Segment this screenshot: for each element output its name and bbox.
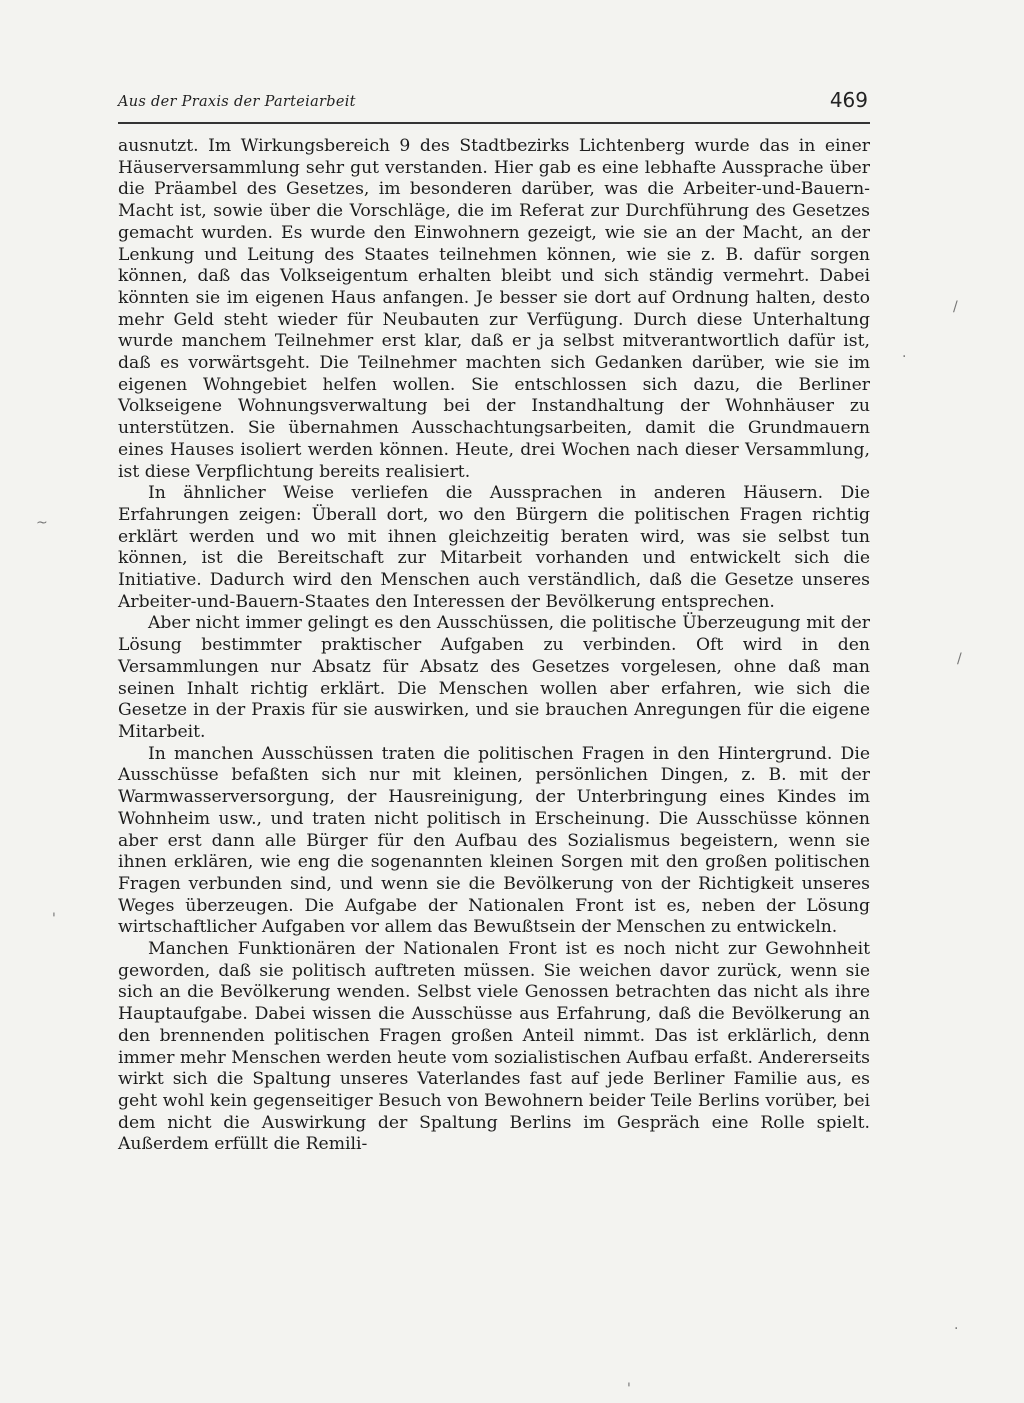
page-number: 469	[829, 88, 868, 112]
scan-speck: ~	[36, 515, 48, 531]
paragraph-2: In ähnlicher Weise verliefen die Aussprachen in anderen Häusern. Die Erfahrungen zeigen: Überall dort, wo den Bürgern die politischen Fragen richtig erklärt werden und wo mit ihnen gleichzeitig beraten wird, was sie selbst tun können, ist die Bereitschaft zur Mitarbeit vorhanden und entwickelt sich die Initiative. Dadurch wird den Menschen auch verständlich, daß die Gesetze unseres Arbeiter-und-Bauern-Staates den Interessen der Bevölkerung entsprechen.	[118, 483, 870, 612]
paragraph-5: Manchen Funktionären der Nationalen Front ist es noch nicht zur Gewohnheit geworden, daß sie politisch auftreten müssen. Sie weichen davor zurück, wenn sie sich an die Bevölkerung wenden. Selbst viele Genossen betrachten das nicht als ihre Hauptaufgabe. Dabei wissen die Ausschüsse aus Erfahrung, daß die Bevölkerung an den brennenden politischen Fragen großen Anteil nimmt. Das ist erklärlich, denn immer mehr Menschen werden heute vom sozialistischen Aufbau erfaßt. Andererseits wirkt sich die Spaltung unseres Vaterlandes fast auf jede Berliner Familie aus, es geht wohl kein gegenseitiger Besuch von Bewohnern beider Teile Berlins vorüber, bei dem nicht die Auswirkung der Spaltung Berlins im Gespräch eine Rolle spielt. Außerdem erfüllt die Remili-	[118, 939, 870, 1155]
body-text	[118, 136, 870, 1156]
scan-speck: '	[52, 911, 56, 927]
paragraph-4: In manchen Ausschüssen traten die politischen Fragen in den Hintergrund. Die Ausschüsse befaßten sich nur mit kleinen, persönlichen Dingen, z. B. mit der Warmwasserversorgung, der Hausreinigung, der Unterbringung eines Kindes im Wohnheim usw., und traten nicht politisch in Erscheinung. Die Ausschüsse können aber erst dann alle Bürger für den Aufbau des Sozialismus begeistern, wenn sie ihnen erklären, wie eng die sogenannten kleinen Sorgen mit den großen politischen Fragen verbunden sind, und wenn sie die Bevölkerung von der Richtigkeit unseres Weges überzeugen. Die Aufgabe der Nationalen Front ist es, neben der Lösung wirtschaftlicher Aufgaben vor allem das Bewußtsein der Menschen zu entwickeln.	[118, 743, 870, 938]
scan-speck: '	[627, 1381, 631, 1397]
paragraph-3: Aber nicht immer gelingt es den Ausschüssen, die politische Überzeugung mit der Lösung bestimmter praktischer Aufgaben zu verbinden. Oft wird in den Versammlungen nur Absatz für Absatz des Gesetzes vorgelesen, ohne daß man seinen Inhalt richtig erklärt. Die Menschen wollen aber erfahren, wie sich die Gesetze in der Praxis für sie auswirken, und sie brauchen Anregungen für die eigene Mitarbeit.	[118, 613, 870, 742]
scan-speck: /	[957, 651, 962, 667]
scan-speck: ·	[902, 349, 907, 365]
running-head	[118, 88, 868, 118]
scan-speck: ·	[954, 1321, 959, 1337]
scan-speck: /	[953, 299, 958, 315]
header-rule	[118, 122, 870, 124]
section-title: Aus der Praxis der Parteiarbeit	[118, 94, 356, 110]
paragraph-1: ausnutzt. Im Wirkungsbereich 9 des Stadtbezirks Lichtenberg wurde das in einer Häuserversammlung sehr gut verstanden. Hier gab es eine lebhafte Aussprache über die Präambel des Gesetzes, im besonderen darüber, was die Arbeiter-und-Bauern-Macht ist, sowie über die Vorschläge, die im Referat zur Durchführung des Gesetzes gemacht wurden. Es wurde den Einwohnern gezeigt, wie sie an der Macht, an der Lenkung und Leitung des Staates teilnehmen können, wie sie z. B. dafür sorgen können, daß das Volkseigentum erhalten bleibt und sich ständig vermehrt. Dabei könnten sie im eigenen Haus anfangen. Je besser sie dort auf Ordnung halten, desto mehr Geld steht wieder für Neubauten zur Verfügung. Durch diese Unterhaltung wurde manchem Teilnehmer erst klar, daß er ja selbst mitverantwortlich dafür ist, daß es vorwärtsgeht. Die Teilnehmer machten sich Gedanken darüber, wie sie im eigenen Wohngebiet helfen wollen. Sie entschlossen sich dazu, die Berliner Volkseigene Wohnungsverwaltung bei der Instandhaltung der Wohnhäuser zu unterstützen. Sie übernahmen Ausschachtungsarbeiten, damit die Grundmauern eines Hauses isoliert werden können. Heute, drei Wochen nach dieser Versammlung, ist diese Verpflichtung bereits realisiert.	[118, 136, 870, 482]
